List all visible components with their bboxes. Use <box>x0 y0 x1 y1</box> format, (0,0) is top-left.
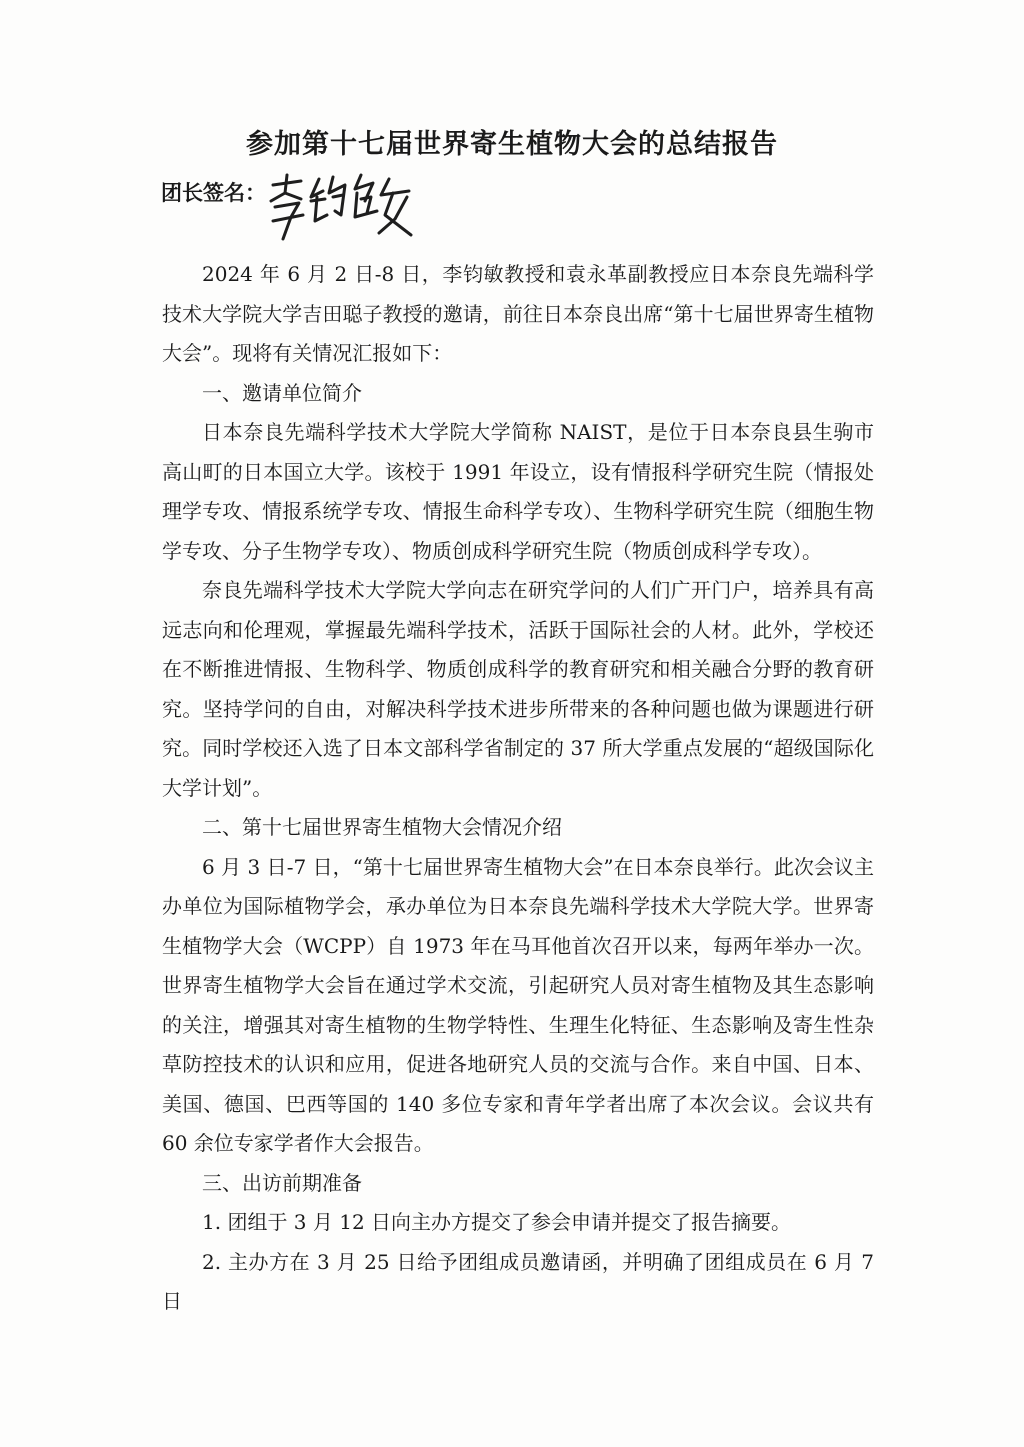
section-heading-2: 二、第十七届世界寄生植物大会情况介绍 <box>202 815 562 839</box>
list-item-2: 2. 主办方在 3 月 25 日给予团组成员邀请函，并明确了团组成员在 6 月 7 日 <box>162 1249 874 1313</box>
document-title: 参加第十七届世界寄生植物大会的总结报告 <box>246 129 778 160</box>
section-heading-3: 三、出访前期准备 <box>202 1170 362 1195</box>
paragraph-conference-intro: 6 月 3 日-7 日，“第十七届世界寄生植物大会”在日本奈良举行。此次会议主办单位为国际植物学会，承办单位为日本奈良先端科学技术大学院大学。世界寄生植物学大会（WCPP）自 1973 年在马耳他首次召开以来，每两年举办一次。世界寄生植物学大会旨在通过学术交流，引起研究人员对寄生植物及其生态影响的关注，增强其对寄生植物的生物学特性、生理生化特征、生态影响及寄生性杂草防控技术的认识和应用，促进各地研究人员的交流与合作。来自中国、日本、美国、德国、巴西等国的 140 多位专家和青年学者出席了本次会议。会议共有 60 余位专家学者作大会报告。 <box>162 854 874 1155</box>
paragraph-naist-mission: 奈良先端科学技术大学院大学向志在研究学问的人们广开门户，培养具有高远志向和伦理观，掌握最先端科学技术，活跃于国际社会的人材。此外，学校还在不断推进情报、生物科学、物质创成科学的教育研究和相关融合分野的教育研究。坚持学问的自由，对解决科学技术进步所带来的各种问题也做为课题进行研究。同时学校还入选了日本文部科学省制定的 37 所大学重点发展的“超级国际化大学计划”。 <box>162 578 874 800</box>
signature-row <box>161 177 561 257</box>
signature-label: 团长签名： <box>161 180 266 205</box>
section-heading-1: 一、邀请单位简介 <box>202 380 362 405</box>
handwritten-signature <box>261 171 431 243</box>
paragraph-intro: 2024 年 6 月 2 日-8 日，李钧敏教授和袁永革副教授应日本奈良先端科学技术大学院大学吉田聪子教授的邀请，前往日本奈良出席“第十七届世界寄生植物大会”。现将有关情况汇报如下： <box>162 262 874 365</box>
paragraph-naist-overview: 日本奈良先端科学技术大学院大学简称 NAIST，是位于日本奈良县生驹市高山町的日本国立大学。该校于 1991 年设立，设有情报科学研究生院（情报处理学专攻、情报系统学专攻、情报生命科学专攻）、生物科学研究生院（细胞生物学专攻、分子生物学专攻）、物质创成科学研究生院（物质创成科学专攻）。 <box>162 420 874 563</box>
list-item-1: 1. 团组于 3 月 12 日向主办方提交了参会申请并提交了报告摘要。 <box>202 1210 792 1234</box>
document-body <box>162 255 874 1322</box>
